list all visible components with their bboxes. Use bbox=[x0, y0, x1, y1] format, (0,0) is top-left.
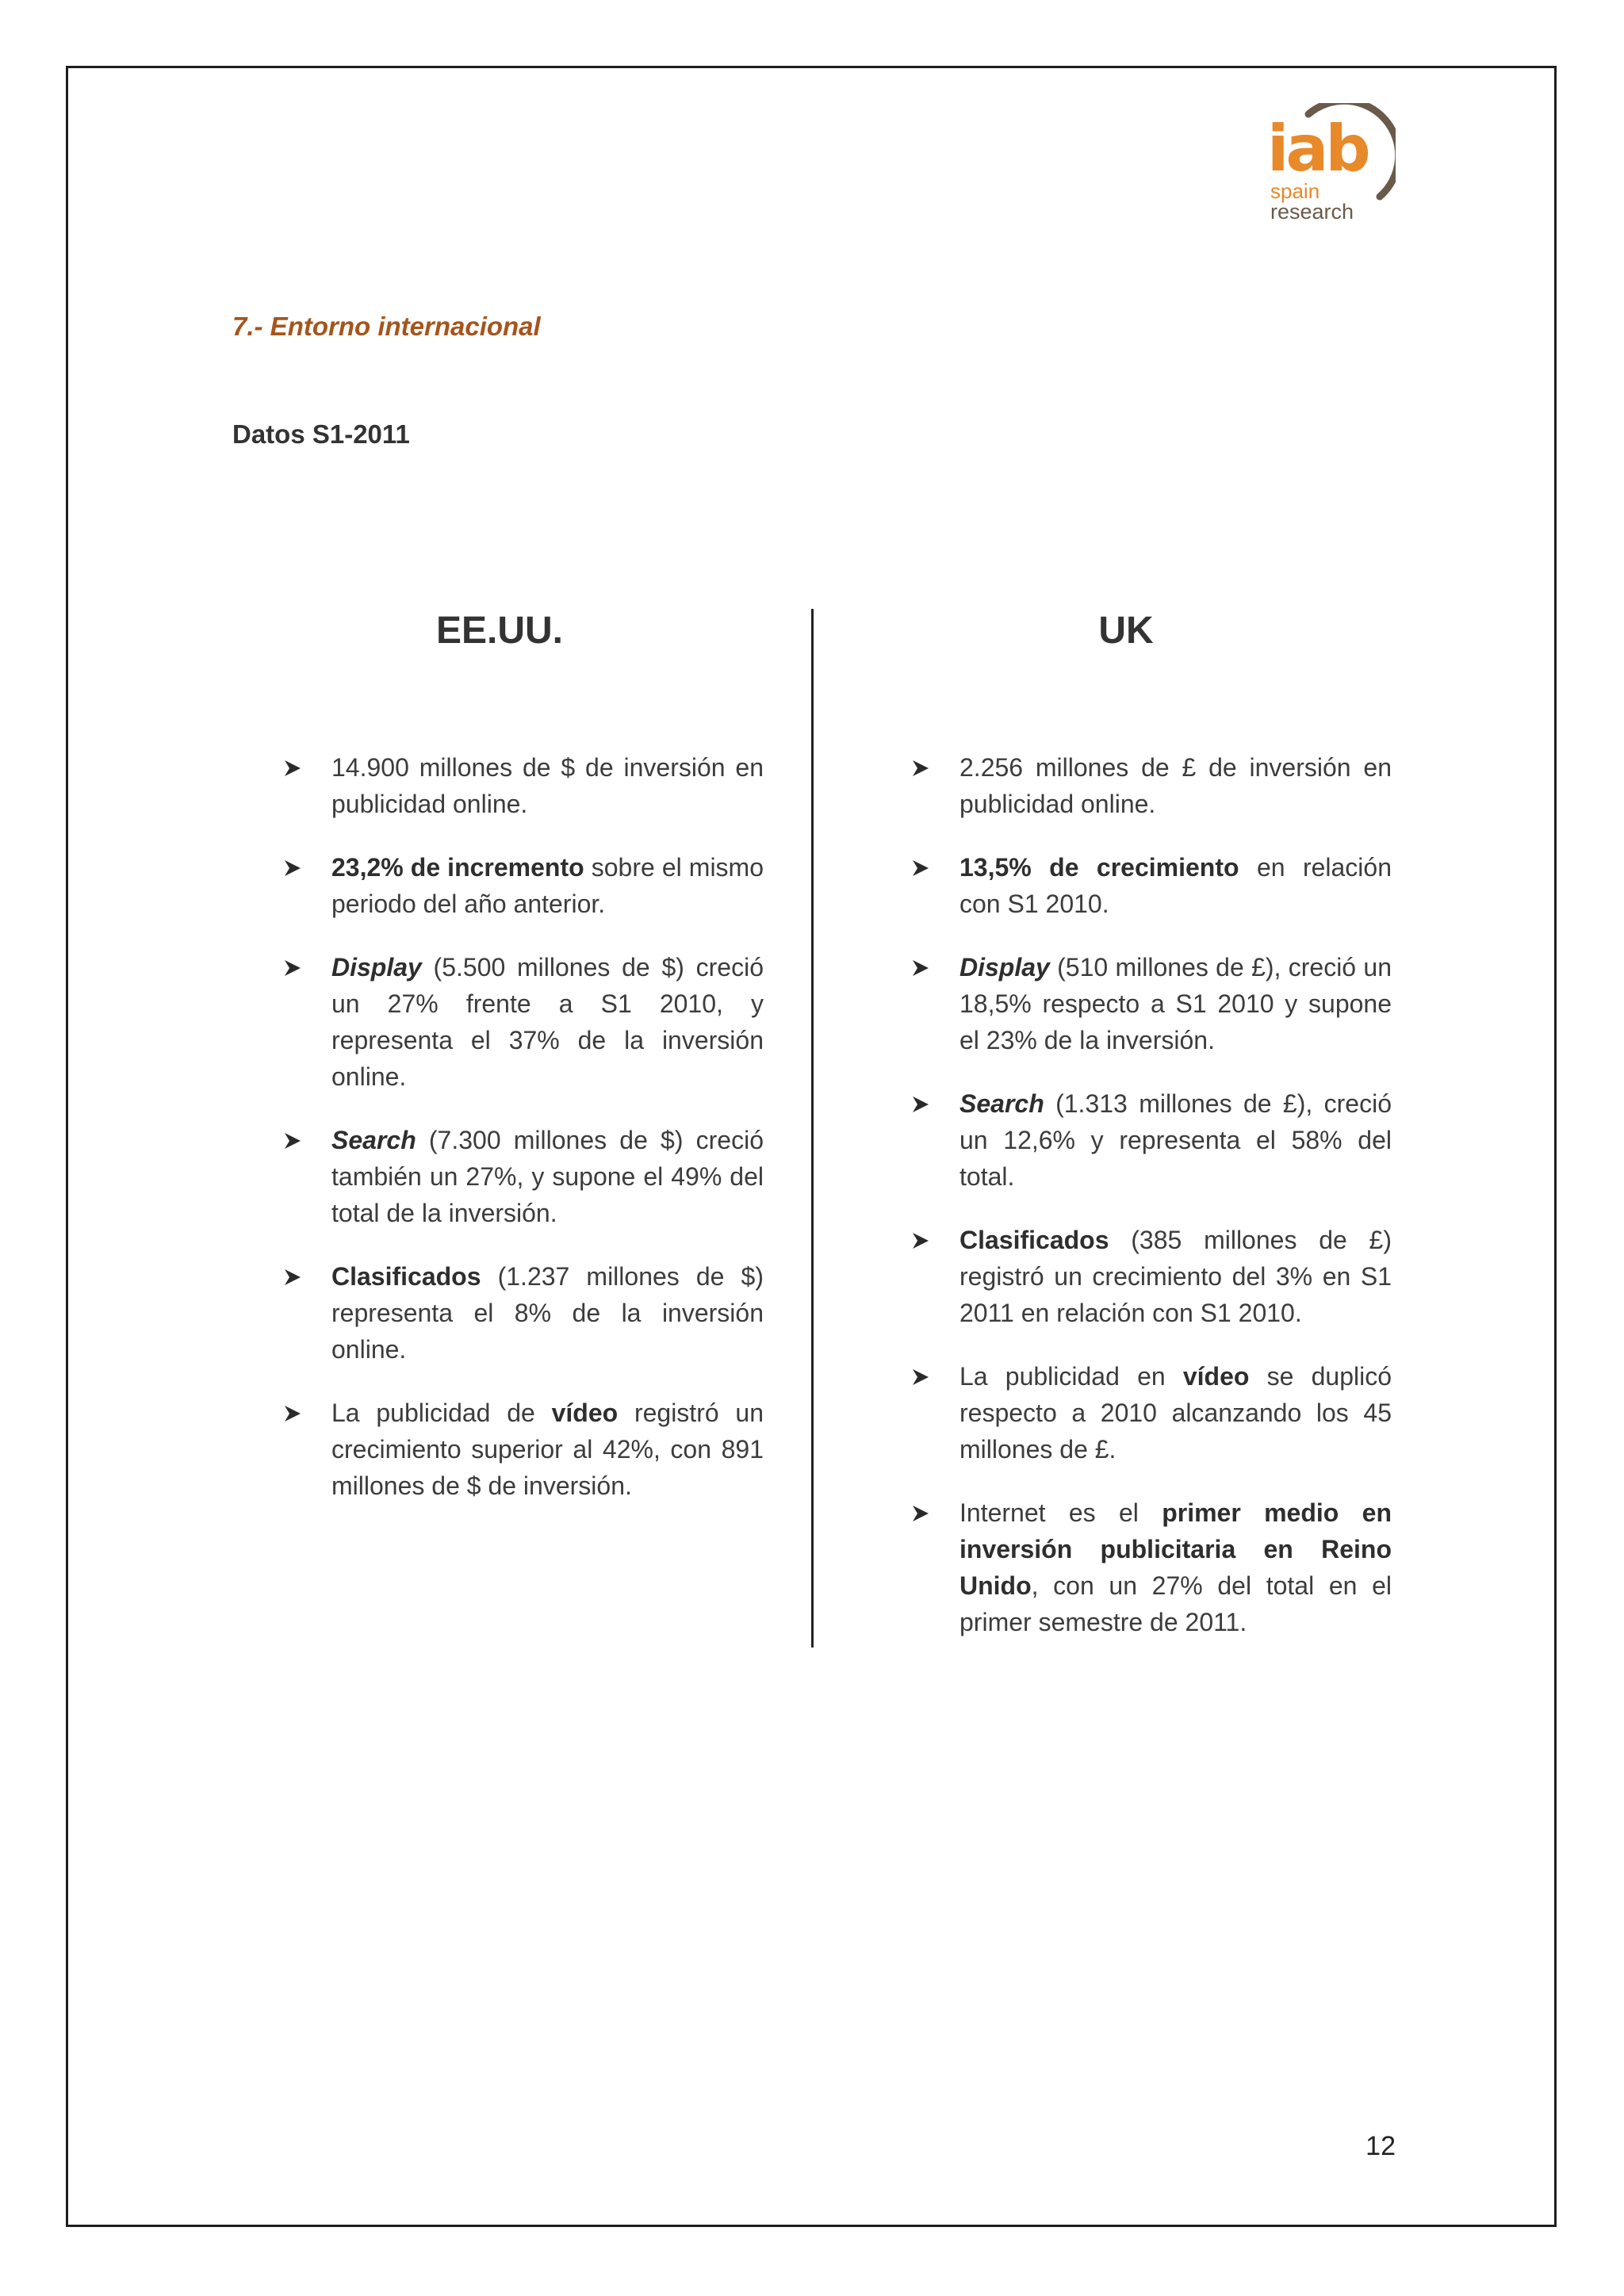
arrowhead-bullet-icon bbox=[912, 1505, 929, 1522]
arrowhead-bullet-icon bbox=[284, 760, 301, 777]
list-item-text: Search (7.300 millones de $) creció también un 27%, y supone el 49% del total de la inversión. bbox=[331, 1126, 764, 1227]
list-item-text: Display (5.500 millones de $) creció un 27% frente a S1 2010, y representa el 37% de la inversión online. bbox=[331, 953, 764, 1091]
list-item bbox=[959, 949, 1392, 1058]
subtitle: Datos S1-2011 bbox=[232, 419, 410, 449]
logo-line-spain: spain bbox=[1270, 179, 1320, 203]
list-item bbox=[959, 1085, 1392, 1195]
list-item bbox=[331, 849, 764, 922]
list-item bbox=[331, 1122, 764, 1231]
list-item-text: Internet es el primer medio en inversión publicitaria en Reino Unido, con un 27% del total en el primer semestre de 2011. bbox=[959, 1498, 1392, 1636]
arrowhead-bullet-icon bbox=[912, 1232, 929, 1249]
list-item bbox=[959, 849, 1392, 922]
list-item bbox=[959, 1358, 1392, 1468]
list-item-text: 14.900 millones de $ de inversión en publicidad online. bbox=[331, 753, 764, 818]
arrowhead-bullet-icon bbox=[912, 959, 929, 977]
column-divider bbox=[811, 609, 814, 1647]
list-item-text: Display (510 millones de £), creció un 18,5% respecto a S1 2010 y supone el 23% de la inversión. bbox=[959, 953, 1392, 1054]
page-number: 12 bbox=[1365, 2131, 1396, 2161]
arrowhead-bullet-icon bbox=[912, 760, 929, 777]
arrowhead-bullet-icon bbox=[284, 1269, 301, 1286]
arrowhead-bullet-icon bbox=[284, 859, 301, 877]
list-item bbox=[331, 1395, 764, 1504]
column-heading-usa: EE.UU. bbox=[435, 610, 564, 652]
logo-line-research: research bbox=[1270, 200, 1354, 224]
arrowhead-bullet-icon bbox=[284, 1132, 301, 1150]
arrowhead-bullet-icon bbox=[912, 859, 929, 877]
arrowhead-bullet-icon bbox=[912, 1368, 929, 1386]
list-item-text: La publicidad de vídeo registró un crecimiento superior al 42%, con 891 millones de $ de inversión. bbox=[331, 1399, 764, 1500]
list-item-text: Clasificados (1.237 millones de $) representa el 8% de la inversión online. bbox=[331, 1262, 764, 1364]
list-item-text: Clasificados (385 millones de £) registró un crecimiento del 3% en S1 2011 en relación con S1 2010. bbox=[959, 1226, 1392, 1327]
arrowhead-bullet-icon bbox=[912, 1096, 929, 1113]
column-uk-list bbox=[959, 749, 1392, 1667]
logo-brand: iab bbox=[1267, 112, 1368, 186]
list-item-text: 13,5% de crecimiento en relación con S1 2010. bbox=[959, 853, 1392, 918]
iab-spain-research-logo bbox=[1261, 103, 1396, 230]
column-usa-list bbox=[331, 749, 764, 1531]
list-item-text: 2.256 millones de £ de inversión en publicidad online. bbox=[959, 753, 1392, 818]
list-item-text: 23,2% de incremento sobre el mismo periodo del año anterior. bbox=[331, 853, 764, 918]
list-item bbox=[959, 1222, 1392, 1331]
list-item bbox=[331, 1258, 764, 1368]
arrowhead-bullet-icon bbox=[284, 959, 301, 977]
column-heading-uk: UK bbox=[1098, 610, 1154, 652]
section-title: 7.- Entorno internacional bbox=[232, 312, 541, 341]
list-item bbox=[959, 1494, 1392, 1640]
arrowhead-bullet-icon bbox=[284, 1405, 301, 1422]
list-item-text: La publicidad en vídeo se duplicó respecto a 2010 alcanzando los 45 millones de £. bbox=[959, 1362, 1392, 1464]
list-item-text: Search (1.313 millones de £), creció un 12,6% y representa el 58% del total. bbox=[959, 1089, 1392, 1191]
list-item bbox=[331, 949, 764, 1095]
list-item bbox=[959, 749, 1392, 822]
list-item bbox=[331, 749, 764, 822]
